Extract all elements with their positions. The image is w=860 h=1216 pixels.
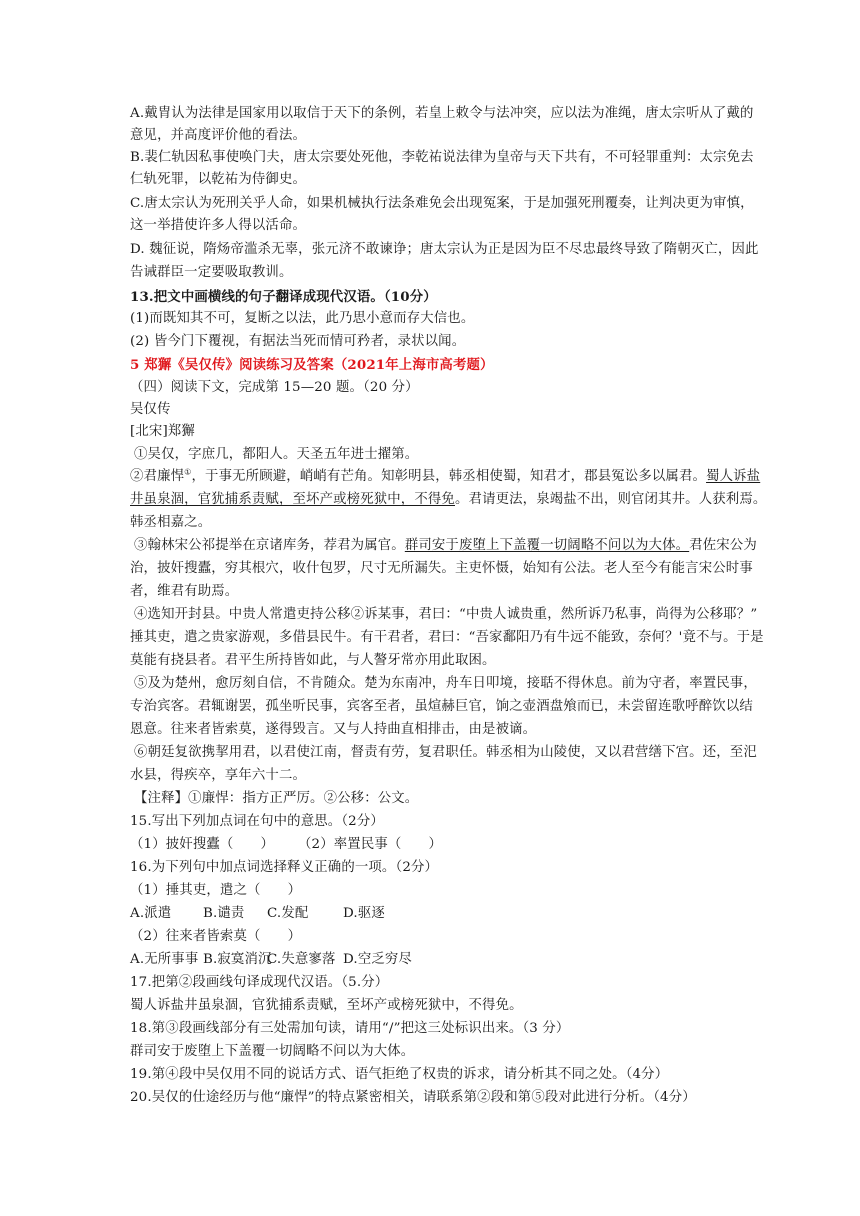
p2-text-c: 。君请更法，泉竭盐不出，则官闭其井。人获利焉。 [454, 492, 767, 507]
q17-text: 蜀人诉盐井虽泉涸，官犹捕系责赋，至坏产或榜死狱中，不得免。 [130, 998, 523, 1013]
annotations: 【注释】①廉悍：指方正严厉。②公移：公文。 [134, 791, 419, 806]
p3-text-b: 君佐宋公为 [689, 538, 757, 553]
q16-opt2-a: A.无所事事 [130, 952, 199, 967]
q16-opt2-b: B.寂寞消沉 [203, 952, 272, 967]
q16-options-2 [130, 949, 735, 971]
paragraph-3-line2: 治，披奸搜蠹，穷其根穴，收什包罗，尺寸无所漏失。主吏怀慑，始知有公法。老人至今有能言宋公时事 [130, 561, 753, 576]
passage-author: [北宋]郑獬 [130, 424, 195, 439]
option-b-line1: B.裴仁轨因私事使唤门夫，唐太宗要处死他，李乾祐说法律为皇帝与天下共有，不可轻罪重判：太宗免去 [130, 150, 754, 165]
q16-opt2-d: D.空乏穷尽 [343, 952, 412, 967]
paragraph-6-line2: 水县，得疾卒，享年六十二。 [130, 768, 307, 783]
paragraph-4-line2: 捶其吏，遣之贵家游观，多借县民牛。有干君者，君曰：“吾家鄱阳乃有牛远不能致，奈何？'竟不与。于是 [130, 630, 764, 645]
section-heading: 5 郑獬《吴仅传》阅读练习及答案（2021年上海市高考题） [130, 357, 494, 373]
q16-opt2-c: C.失意寥落 [267, 952, 336, 967]
paragraph-2-line1 [130, 466, 761, 488]
passage-title: 吴仅传 [130, 402, 171, 417]
option-a-line1: A.戴胄认为法律是国家用以取信于天下的条例，若皇上敕令与法冲突，应以法为准绳，唐太宗听从了戴的 [130, 106, 754, 121]
paragraph-2-line3: 韩丞相嘉之。 [130, 515, 212, 530]
paragraph-1: ①吴仅，字庶几，都阳人。天圣五年进士擢第。 [134, 447, 419, 462]
q16-opt1-b: B.谴责 [203, 906, 245, 921]
q16-opt1-a: A.派遣 [130, 906, 172, 921]
q18-title: 18.第③段画线部分有三处需加句读，请用“/”把这三处标识出来。（3 分） [130, 1021, 570, 1036]
q19: 19.第④段中吴仅用不同的说话方式、语气拒绝了权贵的诉求，请分析其不同之处。（4分） [130, 1067, 669, 1082]
p2-underlined-end: 井虽泉涸，官犹捕系责赋，至坏产或榜死狱中，不得免 [130, 492, 455, 507]
paragraph-5-line2: 专治宾客。君辄谢罢，孤坐听民事，宾客至者，虽煊赫巨官，饷之壶酒盘飧而已，未尝留连歌呼醉饮以结 [130, 699, 753, 714]
q16-item-1: （1）捶其吏，遣之（ ） [130, 883, 302, 898]
q16-opt1-c: C.发配 [267, 906, 309, 921]
paragraph-3-line1 [134, 535, 757, 557]
option-d-line1: D. 魏征说，隋炀帝滥杀无辜，张元济不敢谏诤；唐太宗认为正是因为臣不尽忠最终导致了隋朝灭亡，因此 [130, 242, 759, 257]
p2-text-a: ②君廉悍 [130, 469, 185, 484]
option-a-line2: 意见，并高度评价他的看法。 [130, 128, 307, 143]
q16-options-1 [130, 903, 735, 925]
paragraph-4-line1: ④选知开封县。中贵人常遣吏持公移②诉某事，君曰：“中贵人诚贵重，然所诉乃私事，尚得为公移耶？” [134, 607, 758, 622]
p2-text-b: ，于事无所顾避，峭峭有芒角。知彰明县，韩丞相使蜀，知君才，郡县冤讼多以属君。 [191, 469, 707, 484]
paragraph-2-line2 [130, 489, 767, 511]
p3-text-a: ③翰林宋公祁提举在京诸库务，荐君为属官。 [134, 538, 405, 553]
paragraph-5-line1: ⑤及为楚州，愈厉刻自信，不肯随众。楚为东南冲，舟车日叩境，接聒不得休息。前为守者，率置民事， [134, 676, 757, 691]
q15-items [130, 834, 735, 856]
q13-title: 13.把文中画横线的句子翻译成现代汉语。（10分） [130, 289, 437, 305]
option-c-line1: C.唐太宗认为死刑关乎人命，如果机械执行法条难免会出现冤案，于是加强死刑覆奏，让判决更为审慎， [130, 196, 754, 211]
paragraph-3-line3: 者，维君有助焉。 [130, 584, 239, 599]
q17-title: 17.把第②段画线句译成现代汉语。（5.分） [130, 975, 389, 990]
q16-opt1-d: D.驱逐 [343, 906, 385, 921]
option-c-line2: 这一举措使许多人得以活命。 [130, 218, 307, 233]
option-b-line2: 仁轨死罪，以乾祐为侍御史。 [130, 172, 307, 187]
q16-item-2: （2）往来者皆索莫（ ） [130, 929, 302, 944]
p2-underlined-start: 蜀人诉盐 [706, 469, 761, 484]
section-intro: （四）阅读下文，完成第 15—20 题。（20 分） [130, 380, 419, 395]
note-marker-1: ① [184, 467, 192, 477]
p3-underlined: 群司安于废堕上下盖覆一切阔略不问以为大体。 [404, 538, 690, 553]
q15-title: 15.写出下列加点词在句中的意思。（2分） [130, 814, 384, 829]
q20: 20.吴仅的仕途经历与他“廉悍”的特点紧密相关，请联系第②段和第⑤段对此进行分析。（4分） [130, 1090, 696, 1105]
q13-sentence-2: (2) 皆今门下覆视，有据法当死而情可矜者，录状以闻。 [130, 334, 466, 349]
q16-title: 16.为下列句中加点词选择释义正确的一项。（2分） [130, 860, 439, 875]
q15-item-2: （2）率置民事（ ） [298, 837, 443, 852]
q15-item-1: （1）披奸搜蠹（ ） [130, 837, 275, 852]
q18-text: 群司安于废堕上下盖覆一切阔略不问以为大体。 [130, 1044, 415, 1059]
paragraph-6-line1: ⑥朝廷复欲携挈用君，以君使江南，督责有劳，复君职任。韩丞相为山陵使，又以君营缮下宫。还，至汜 [134, 745, 757, 760]
paragraph-5-line3: 恩意。往来者皆索莫，遂得毁言。又与人持曲直相排击，由是被谪。 [130, 722, 537, 737]
q13-sentence-1: (1)而既知其不可，复断之以法，此乃思小意而存大信也。 [130, 311, 475, 326]
option-d-line2: 告诫群臣一定要吸取教训。 [130, 265, 293, 280]
paragraph-4-line3: 莫能有挠县者。君平生所持皆如此，与人謷牙常亦用此取困。 [130, 653, 496, 668]
